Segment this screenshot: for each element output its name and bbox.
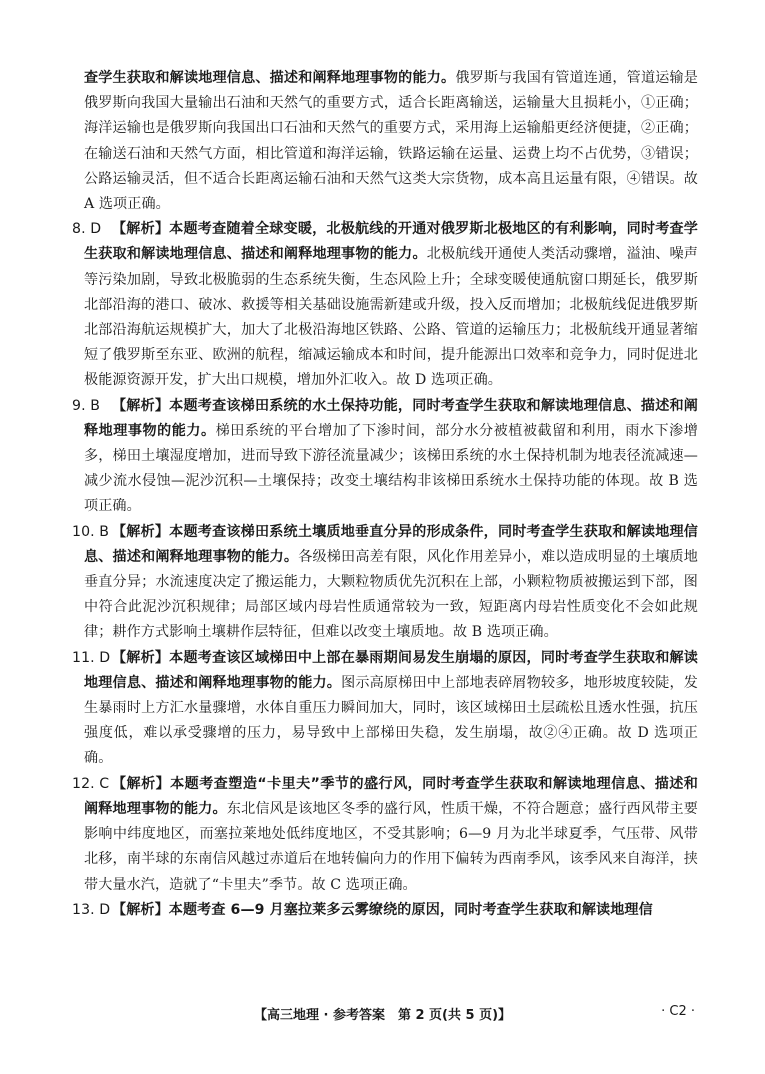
analysis-text: 梯田系统的平台增加了下渗时间，部分水分被植被截留和利用，雨水下渗增多，梯田土壤湿度增加，进而导致下游径流量减少；该梯田系统的水土保持机制为地表径流减速—减少流水侵蚀—泥沙沉积—土壤保持；改变土壤结构非该梯田系统水土保持功能的体现。故 B 选项正确。 (84, 422, 699, 515)
answer-item-11 (72, 646, 698, 772)
analysis-bold: 【解析】本题考查随着全球变暖，北极航线的开通对俄罗斯北极地区的有利影响，同时考查学生获取和解读地理信息、描述和阐释地理事物的能力。 (84, 221, 698, 263)
intro-bold: 查学生获取和解读地理信息、描述和阐释地理事物的能力。 (84, 70, 456, 86)
answer-number: 9. B (72, 397, 100, 414)
answer-item-10 (72, 520, 699, 646)
analysis-text: 各级梯田高差有限，风化作用差异小，难以造成明显的土壤质地垂直分异；水流速度决定了搬运能力，大颗粒物质优先沉积在上部，小颗粒物质被搬运到下部，图中符合此泥沙沉积规律；局部区域内母岩性质通常较为一致，短距离内母岩性质变化不会如此规律；耕作方式影响土壤耕作层特征，但难以改变土壤质地。故 B 选项正确。 (84, 548, 699, 641)
answer-number: 13. D (72, 901, 111, 918)
answer-number: 11. D (72, 649, 111, 666)
page-footer (0, 1004, 765, 1034)
analysis-text: 东北信风是该地区冬季的盛行风，性质干燥，不符合题意；盛行西风带主要影响中纬度地区，而塞拉莱地处低纬度地区，不受其影响；6—9 月为北半球夏季，气压带、风带北移，南半球的东南信风越过赤道后在地转偏向力的作用下偏转为西南季风，该季风来自海洋，挟带大量水汽，造就了“卡里夫”季节。故 C 选项正确。 (84, 800, 699, 893)
answer-number: 8. D (72, 221, 102, 238)
footer-code: · C2 · (661, 1004, 695, 1019)
intro-text: 俄罗斯与我国有管道连通，管道运输是俄罗斯向我国大量输出石油和天然气的重要方式，适合长距离输送，运输量大且损耗小，①正确；海洋运输也是俄罗斯向我国出口石油和天然气的重要方式，采用海上运输船更经济便捷，②正确；在输送石油和天然气方面，相比管道和海洋运输，铁路运输在运量、运费上均不占优势，③错误；公路运输灵活，但不适合长距离运输石油和天然气这类大宗货物，成本高且运量有限，④错误。故 A 选项正确。 (84, 70, 698, 213)
analysis-text: 图示高原梯田中上部地表碎屑物较多，地形坡度较陡，发生暴雨时上方汇水量骤增，水体自重压力瞬间加大，同时，该区域梯田土层疏松且透水性强，抗压强度低，难以承受骤增的压力，易导致中上部梯田失稳，发生崩塌，故②④正确。故 D 选项正确。 (84, 674, 698, 767)
analysis-bold: 【解析】本题考查该梯田系统的水土保持功能，同时考查学生获取和解读地理信息、描述和阐释地理事物的能力。 (84, 397, 698, 439)
answer-item-12 (72, 772, 699, 898)
answer-number: 12. C (72, 775, 110, 792)
answer-item-13 (72, 898, 698, 923)
answer-page-body (72, 66, 699, 923)
analysis-bold: 【解析】本题考查 6—9 月塞拉莱多云雾缭绕的原因，同时考查学生获取和解读地理信 (112, 901, 653, 918)
analysis-text: 北极航线开通使人类活动骤增，溢油、噪声等污染加剧，导致北极脆弱的生态系统失衡，生态风险上升；全球变暖使通航窗口期延长，俄罗斯北部沿海的港口、破冰、救援等相关基础设施需新建或升级，投入反而增加；北极航线促进俄罗斯北部沿海航运规模扩大，加大了北极沿海地区铁路、公路、管道的运输压力；北极航线开通显著缩短了俄罗斯至东亚、欧洲的航程，缩减运输成本和时间，提升能源出口效率和竞争力，同时促进北极能源资源开发，扩大出口规模，增加外汇收入。故 D 选项正确。 (84, 246, 698, 389)
analysis-bold: 【解析】本题考查该梯田系统土壤质地垂直分异的形成条件，同时考查学生获取和解读地理信息、描述和阐释地理事物的能力。 (84, 523, 698, 565)
answer-item-8 (72, 217, 698, 393)
analysis-bold: 【解析】本题考查塑造“卡里夫”季节的盛行风，同时考查学生获取和解读地理信息、描述和阐释地理事物的能力。 (84, 775, 698, 817)
footer-title: 【高三地理 · 参考答案 第 2 页(共 5 页)】 (253, 1008, 512, 1023)
answer-number: 10. B (72, 523, 110, 540)
analysis-bold: 【解析】本题考查该区域梯田中上部在暴雨期间易发生崩塌的原因，同时考查学生获取和解读地理信息、描述和阐释地理事物的能力。 (84, 649, 698, 691)
intro-paragraph (84, 66, 698, 217)
answer-item-9 (72, 394, 699, 520)
